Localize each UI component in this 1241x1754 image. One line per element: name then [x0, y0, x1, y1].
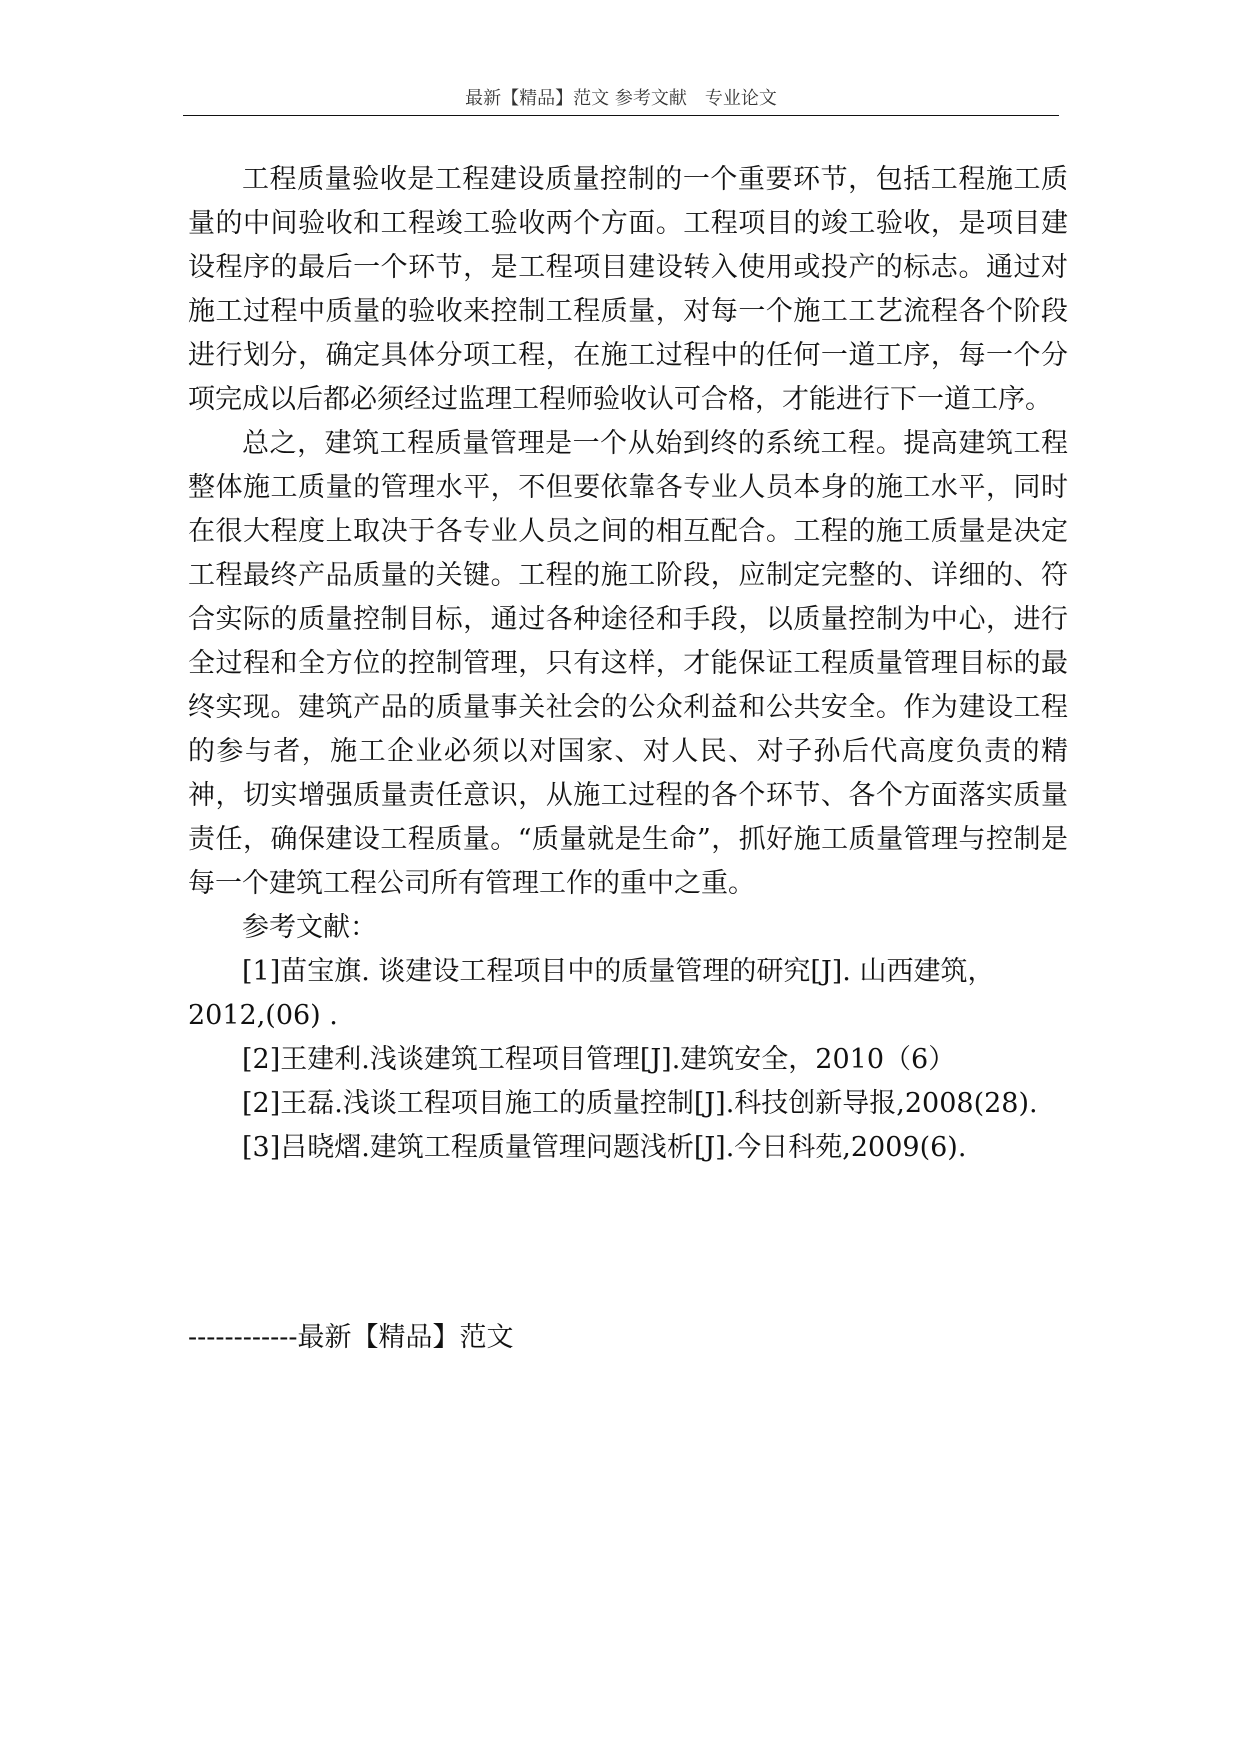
reference-item-3: [2]王磊.浅谈工程项目施工的质量控制[J].科技创新导报,2008(28). — [242, 1088, 1038, 1119]
body-paragraph-1: 工程质量验收是工程建设质量控制的一个重要环节，包括工程施工质量的中间验收和工程竣工验收两个方面。工程项目的竣工验收，是项目建设程序的最后一个环节，是工程项目建设转入使用或投产的标志。通过对施工过程中质量的验收来控制工程质量，对每一个施工工艺流程各个阶段进行划分，确定具体分项工程，在施工过程中的任何一道工序，每一个分项完成以后都必须经过监理工程师验收认可合格，才能进行下一道工序。 — [188, 164, 1068, 415]
page-header: 最新【精品】范文 参考文献 专业论文 — [465, 88, 777, 109]
reference-item-1: [1]苗宝旗. 谈建设工程项目中的质量管理的研究[J]. 山西建筑，2012,(06) . — [188, 956, 995, 1031]
reference-item-2: [2]王建利.浅谈建筑工程项目管理[J].建筑安全，2010（6） — [242, 1044, 956, 1075]
references-heading: 参考文献： — [242, 912, 377, 943]
body-paragraph-2: 总之，建筑工程质量管理是一个从始到终的系统工程。提高建筑工程整体施工质量的管理水平，不但要依靠各专业人员本身的施工水平，同时在很大程度上取决于各专业人员之间的相互配合。工程的施工质量是决定工程最终产品质量的关键。工程的施工阶段，应制定完整的、详细的、符合实际的质量控制目标，通过各种途径和手段，以质量控制为中心，进行全过程和全方位的控制管理，只有这样，才能保证工程质量管理目标的最终实现。建筑产品的质量事关社会的公众利益和公共安全。作为建设工程的参与者，施工企业必须以对国家、对人民、对子孙后代高度负责的精神，切实增强质量责任意识，从施工过程的各个环节、各个方面落实质量责任，确保建设工程质量。“质量就是生命”，抓好施工质量管理与控制是每一个建筑工程公司所有管理工作的重中之重。 — [188, 428, 1068, 899]
document-body — [188, 158, 1068, 1170]
header-divider — [183, 115, 1059, 116]
page-footer: ------------最新【精品】范文 — [188, 1322, 514, 1353]
reference-item-4: [3]吕晓熠.建筑工程质量管理问题浅析[J].今日科苑,2009(6). — [242, 1132, 967, 1163]
